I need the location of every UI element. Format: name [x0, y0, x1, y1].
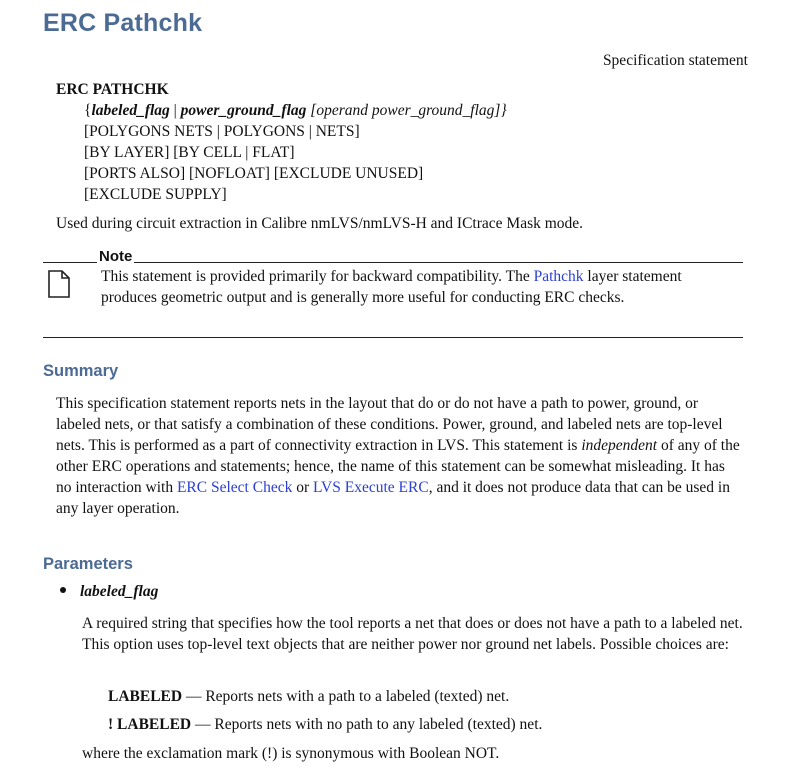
erc-select-check-link[interactable]: ERC Select Check — [176, 479, 293, 496]
note-title: Note — [99, 248, 133, 265]
choice-not-labeled: ! LABELED — Reports nets with no path to any labeled (texted) net. — [108, 716, 543, 733]
syntax-optional-operand: [operand power_ground_flag]} — [306, 102, 507, 119]
lvs-execute-erc-link[interactable]: LVS Execute ERC — [313, 479, 429, 496]
choice-labeled: LABELED — Reports nets with a path to a labeled (texted) net. — [108, 688, 510, 705]
usage-text: Used during circuit extraction in Calibre nmLVS/nmLVS-H and ICtrace Mask mode. — [56, 215, 584, 232]
parameter-item — [60, 583, 158, 601]
emphasis-independent: independent — [581, 437, 658, 454]
boolean-not-note: where the exclamation mark (!) is synonymous with Boolean NOT. — [82, 745, 500, 762]
power-ground-flag-term: power_ground_flag — [180, 102, 307, 119]
statement-type-label: Specification statement — [602, 52, 748, 69]
syntax-line-4: [PORTS ALSO] [NOFLOAT] [EXCLUDE UNUSED] — [84, 165, 424, 182]
page-title: ERC Pathchk — [43, 9, 203, 37]
bullet-dot — [60, 587, 66, 593]
parameter-name: labeled_flag — [80, 583, 159, 600]
syntax-block — [56, 79, 507, 205]
parameter-description: A required string that specifies how the tool reports a net that does or does not have a path to a labeled net. This option uses top-level text objects that are neither power nor ground net labels. Possible choices are: — [82, 615, 743, 653]
note-rule-bottom — [43, 337, 743, 338]
summary-paragraph: This specification statement reports nets in the layout that do or do not have a path to power, ground, or labeled nets, or that satisfy a combination of these conditions. Power, ground, and labeled nets are top-level nets. This is performed as a part of connectivity extraction in LVS. This statement is independent of any of the other ERC operations and statements; hence, the name of this statement can be somewhat misleading. It has no interaction with ERC Select Check or LVS Execute ERC, and it does not produce data that can be used in any layer operation. — [56, 395, 740, 517]
note-rule-top — [99, 262, 743, 263]
summary-heading: Summary — [43, 362, 119, 380]
pathchk-link[interactable]: Pathchk — [533, 268, 584, 285]
syntax-line-5: [EXCLUDE SUPPLY] — [84, 186, 227, 203]
note-text: This statement is provided primarily for backward compatibility. The Pathchk layer statement produces geometric output and is generally more useful for conducting ERC checks. — [101, 268, 682, 306]
note-rule-left — [43, 262, 97, 263]
brace-open: { — [84, 102, 92, 119]
syntax-separator: | — [169, 102, 181, 119]
note-box — [41, 249, 747, 341]
parameters-heading: Parameters — [43, 555, 133, 573]
note-page-icon — [47, 269, 71, 299]
syntax-keyword: ERC PATHCHK — [56, 81, 169, 98]
syntax-line-3: [BY LAYER] [BY CELL | FLAT] — [84, 144, 295, 161]
syntax-line-1 — [56, 100, 507, 121]
labeled-flag-term: labeled_flag — [91, 102, 170, 119]
syntax-line-2: [POLYGONS NETS | POLYGONS | NETS] — [84, 123, 360, 140]
